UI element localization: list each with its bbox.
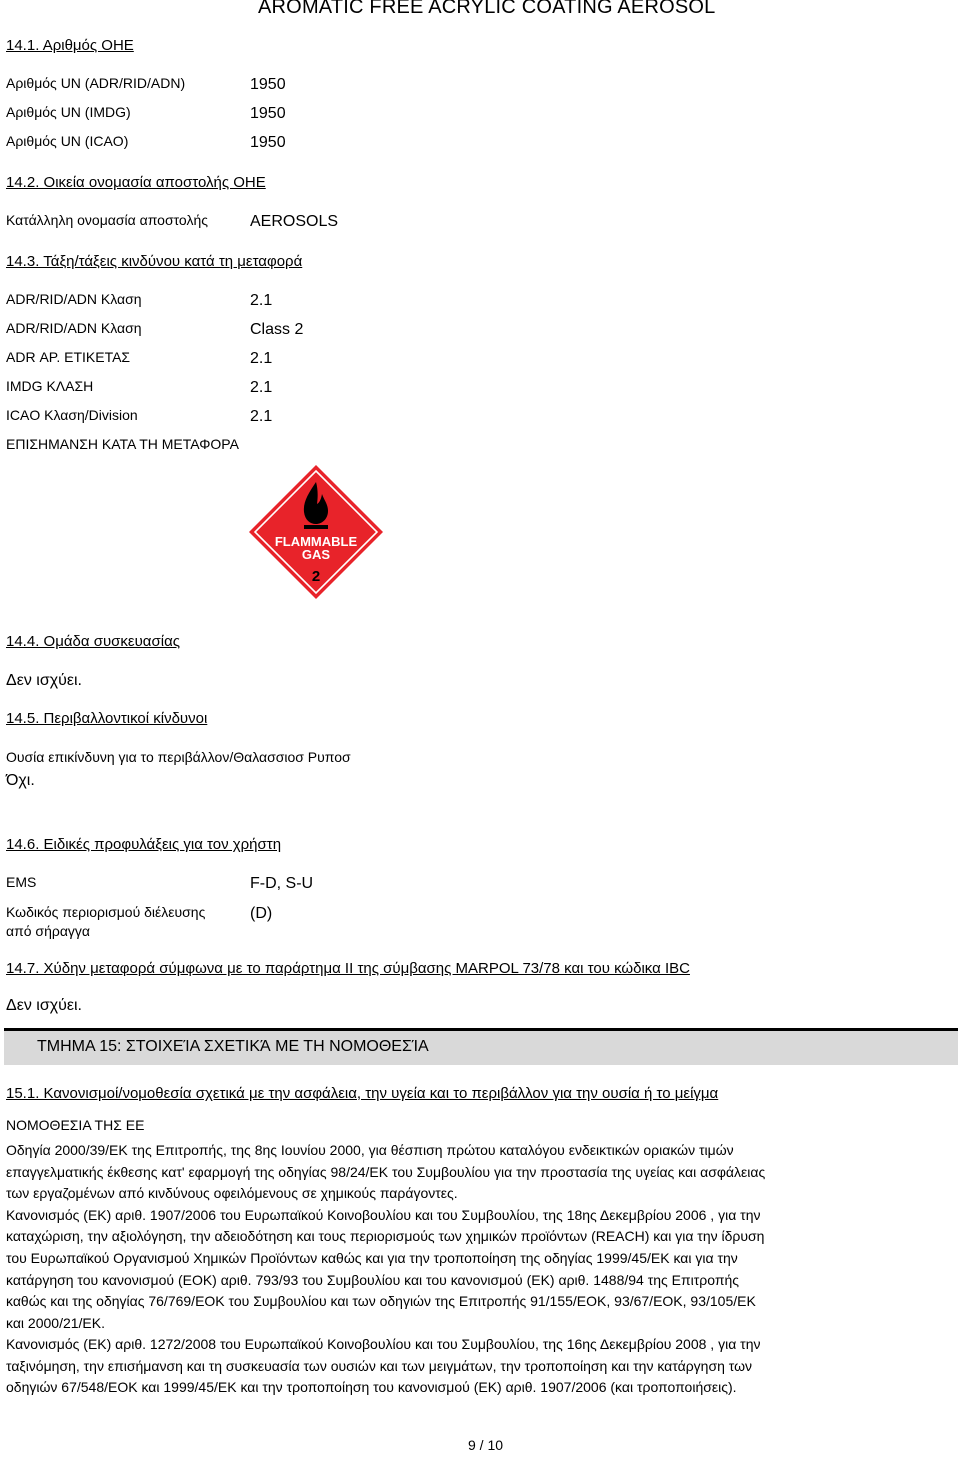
icao-class-label: ICAO Κλαση/Division <box>6 407 138 423</box>
imdg-class-value: 2.1 <box>250 379 273 396</box>
transport-labelling-heading: ΕΠΙΣΗΜΑΝΣΗ ΚΑΤΑ ΤΗ ΜΕΤΑΦΟΡΑ <box>6 436 239 452</box>
legislation-line: του Ευρωπαϊκού Οργανισμού Χημικών Προϊόντων καθώς και για την τροποποίηση της οδηγίας 1999/45/ΕΚ και για την <box>6 1250 738 1266</box>
un-adr-label: Αριθμός UN (ADR/RID/ADN) <box>6 75 186 91</box>
legislation-line: Οδηγία 2000/39/ΕΚ της Επιτροπής, της 8ης Ιουνίου 2000, για θέσπιση πρώτου καταλόγου ενδεικτικών οριακών τιμών <box>6 1142 734 1158</box>
un-icao-value: 1950 <box>250 134 286 151</box>
legislation-line: επαγγελματικής έκθεσης κατ' εφαρμογή της οδηγίας 98/24/ΕΚ του Συμβουλίου για την προστασία της υγείας και ασφάλειας <box>6 1164 766 1180</box>
placard-class-number: 2 <box>311 568 321 585</box>
section-14-4-heading: 14.4. Ομάδα συσκευασίας <box>6 633 180 650</box>
legislation-line: Κανονισμός (ΕΚ) αριθ. 1907/2006 του Ευρωπαϊκού Κοινοβουλίου και του Συμβουλίου, της 18ης Δεκεμβρίου 2006 , για την <box>6 1207 761 1223</box>
tunnel-code-value: (D) <box>250 905 273 922</box>
flammable-gas-placard-icon <box>248 464 384 600</box>
section-14-2-heading: 14.2. Οικεία ονομασία αποστολής ΟΗΕ <box>6 174 266 191</box>
section-14-6-heading: 14.6. Ειδικές προφυλάξεις για τον χρήστη <box>6 836 282 853</box>
placard-line-1: FLAMMABLE <box>274 534 358 549</box>
section-14-1-heading: 14.1. Αριθμός ΟΗΕ <box>6 37 134 54</box>
bulk-transport-text: Δεν ισχύει. <box>6 997 82 1014</box>
adr-class-label-2: ADR/RID/ADN Κλαση <box>6 320 142 336</box>
section-14-3-heading: 14.3. Τάξη/τάξεις κινδύνου κατά τη μεταφορά <box>6 253 303 270</box>
marine-pollutant-value: Όχι. <box>6 772 35 789</box>
marine-pollutant-label: Ουσία επικίνδυνη για το περιβάλλον/Θαλασσιοσ Ρυποσ <box>6 749 351 765</box>
ems-label: EMS <box>6 874 37 890</box>
section-14-7-heading: 14.7. Χύδην μεταφορά σύμφωνα με το παράρτημα II της σύμβασης MARPOL 73/78 και του κώδικα IBC <box>6 960 690 977</box>
un-adr-value: 1950 <box>250 76 286 93</box>
section-15-banner <box>4 1028 958 1065</box>
un-imdg-label: Αριθμός UN (IMDG) <box>6 104 131 120</box>
packing-group-text: Δεν ισχύει. <box>6 672 82 689</box>
ems-value: F-D, S-U <box>250 875 314 892</box>
icao-class-value: 2.1 <box>250 408 273 425</box>
tunnel-code-label-line2: από σήραγγα <box>6 923 91 939</box>
un-icao-label: Αριθμός UN (ICAO) <box>6 133 129 149</box>
legislation-line: Κανονισμός (ΕΚ) αριθ. 1272/2008 του Ευρωπαϊκού Κοινοβουλίου και του Συμβουλίου, της 16ης Δεκεμβρίου 2008 , για την <box>6 1336 761 1352</box>
tunnel-code-label-line1: Κωδικός περιορισμού διέλευσης <box>6 904 206 920</box>
legislation-line: οδηγιών 67/548/ΕΟΚ και 1999/45/ΕΚ και την τροποποίηση του κανονισμού (ΕΚ) αριθ. 1907/2006 (και τροποποιήσεις). <box>6 1379 737 1395</box>
product-name-header: AROMATIC FREE ACRYLIC COATING AEROSOL <box>258 0 716 18</box>
legislation-line: καταχώριση, την αξιολόγηση, την αδειοδότηση και τους περιορισμούς των χημικών προϊόντων (REACH) και για την ίδρυση <box>6 1228 765 1244</box>
shipping-name-value: AEROSOLS <box>250 213 339 230</box>
shipping-name-label: Κατάλληλη ονομασία αποστολής <box>6 212 208 228</box>
legislation-line: ταξινόμηση, την επισήμανση και τη συσκευασία των ουσιών και των μειγμάτων, την τροποποίηση και την κατάργηση των <box>6 1358 753 1374</box>
imdg-class-label: IMDG ΚΛΑΣΗ <box>6 378 94 394</box>
section-14-5-heading: 14.5. Περιβαλλοντικοί κίνδυνοι <box>6 710 208 727</box>
section-15-1-heading: 15.1. Κανονισμοί/νομοθεσία σχετικά με την ασφάλεια, την υγεία και το περιβάλλον για την ουσία ή το μείγμα <box>6 1085 719 1102</box>
adr-class-value-2: Class 2 <box>250 321 304 338</box>
adr-class-label: ADR/RID/ADN Κλαση <box>6 291 142 307</box>
adr-class-value: 2.1 <box>250 292 273 309</box>
legislation-line: καθώς και της οδηγίας 76/769/ΕΟΚ του Συμβουλίου και των οδηγιών της Επιτροπής 91/155/ΕΟΚ, 93/67/ΕΟΚ, 93/105/ΕΚ <box>6 1293 756 1309</box>
legislation-line: των εργαζομένων από κινδύνους οφειλόμενους σε χημικούς παράγοντες. <box>6 1185 458 1201</box>
section-15-title: ΤΜΗΜΑ 15: ΣΤΟΙΧΕΊΑ ΣΧΕΤΙΚΆ ΜΕ ΤΗ ΝΟΜΟΘΕΣΊΑ <box>37 1038 429 1055</box>
flame-base <box>304 525 328 529</box>
placard-line-2: GAS <box>301 547 331 562</box>
adr-label-number-value: 2.1 <box>250 350 273 367</box>
page-number: 9 / 10 <box>468 1437 504 1453</box>
un-imdg-value: 1950 <box>250 105 286 122</box>
eu-legislation-heading: ΝΟΜΟΘΕΣΙΑ ΤΗΣ ΕΕ <box>6 1117 145 1133</box>
adr-label-number-label: ADR ΑΡ. ΕΤΙΚΕΤΑΣ <box>6 349 131 365</box>
legislation-line: και 2000/21/ΕΚ. <box>6 1315 105 1331</box>
legislation-line: κατάργηση του κανονισμού (ΕΟΚ) αριθ. 793/93 του Συμβουλίου και του κανονισμού (ΕΚ) αριθ. 1488/94 της Επιτροπής <box>6 1272 740 1288</box>
